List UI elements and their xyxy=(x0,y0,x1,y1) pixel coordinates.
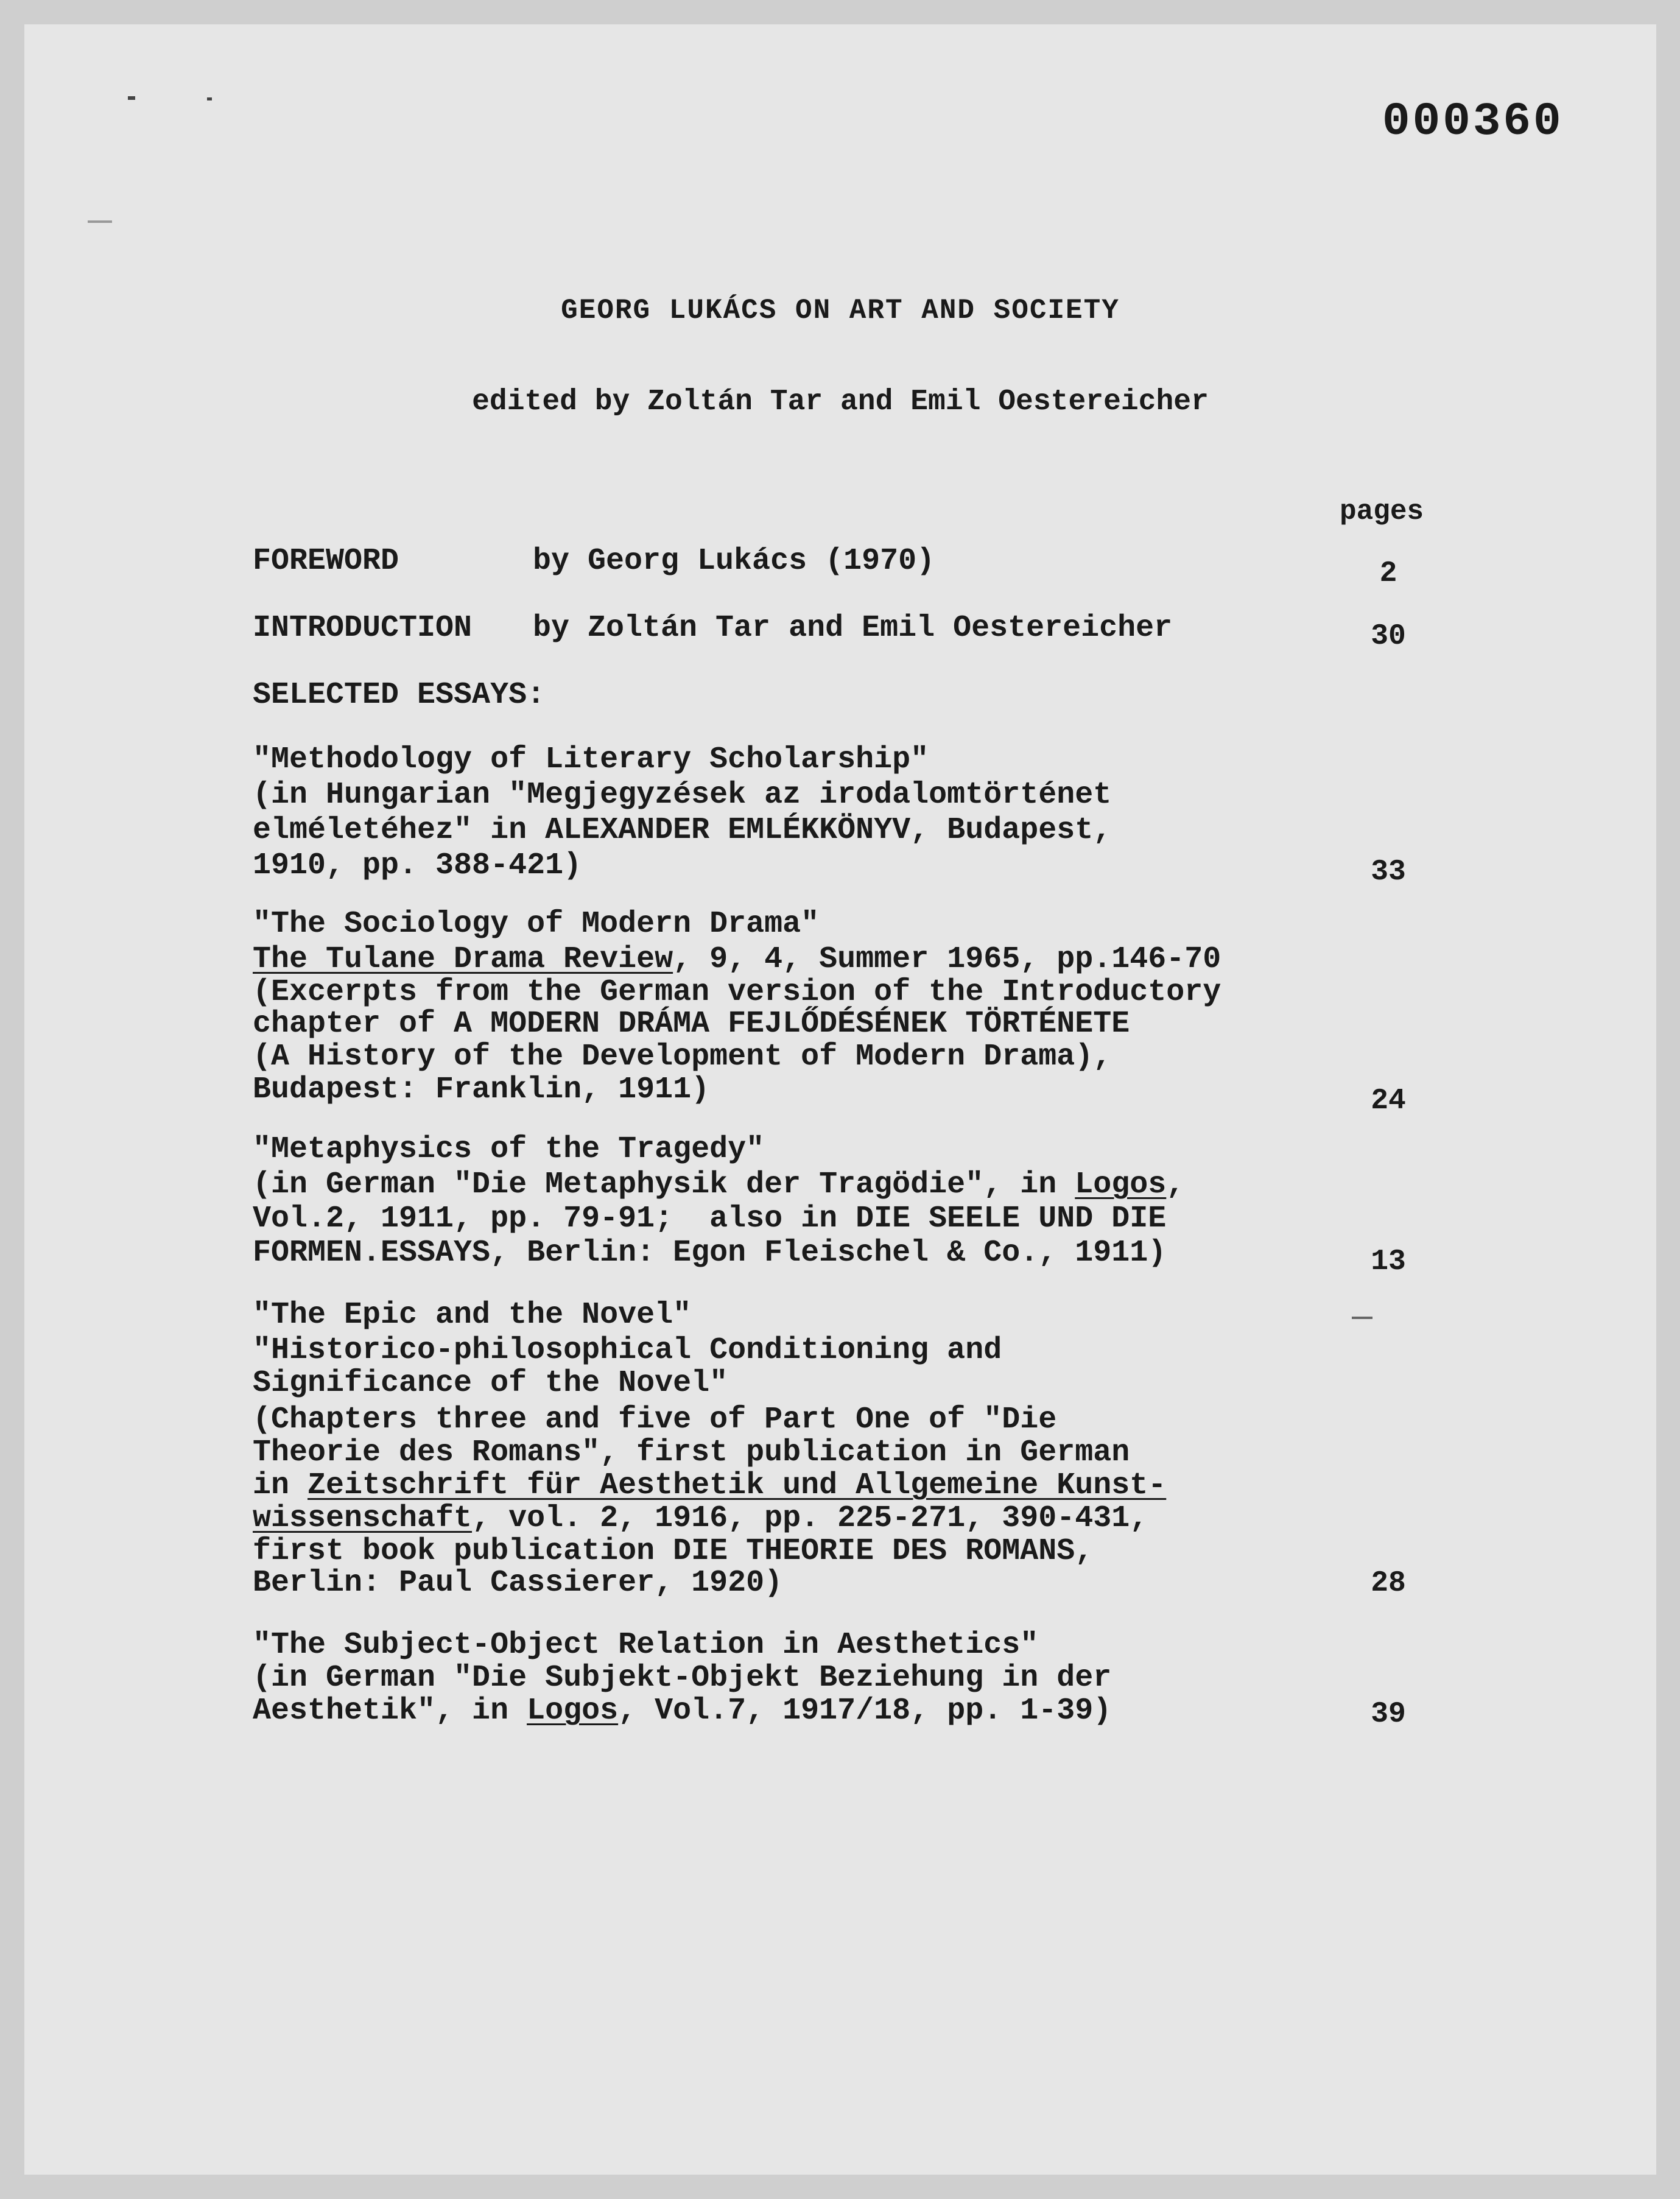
essay-2-line-6: Budapest: Franklin, 1911) xyxy=(253,1072,710,1107)
document-number: 000360 xyxy=(1382,96,1564,148)
essay-2-pages: 24 xyxy=(1371,1085,1406,1117)
essay-2-line-2 xyxy=(253,941,1221,978)
citation-text: , vol. 2, 1916, pp. 225-271, 390-431, xyxy=(472,1501,1148,1536)
citation-text: , Vol.7, 1917/18, pp. 1-39) xyxy=(618,1694,1112,1728)
journal-title: wissenschaft xyxy=(253,1501,473,1536)
selected-essays-heading: SELECTED ESSAYS: xyxy=(253,678,546,712)
document-page xyxy=(24,24,1656,2175)
essay-4-pages: 28 xyxy=(1371,1567,1406,1600)
journal-title: The Tulane Drama Review xyxy=(253,942,673,977)
essay-1-line-4: 1910, pp. 388-421) xyxy=(253,848,582,883)
essay-4-line-1: "The Epic and the Novel" xyxy=(253,1298,692,1332)
introduction-label: INTRODUCTION xyxy=(253,611,473,646)
citation-text: in xyxy=(253,1468,308,1503)
essay-4-line-6 xyxy=(253,1468,1166,1504)
introduction-author: by Zoltán Tar and Emil Oestereicher xyxy=(533,611,1173,646)
essay-4-line-5: Theorie des Romans", first publication in German xyxy=(253,1435,1130,1470)
essay-5-pages: 39 xyxy=(1371,1698,1406,1731)
introduction-pages: 30 xyxy=(1371,620,1406,653)
citation-text: , 9, 4, Summer 1965, pp.146-70 xyxy=(673,942,1221,977)
foreword-label: FOREWORD xyxy=(253,544,399,579)
essay-4-line-3: Significance of the Novel" xyxy=(253,1366,728,1401)
foreword-author: by Georg Lukács (1970) xyxy=(533,544,935,579)
scan-mark xyxy=(207,97,212,100)
scan-mark xyxy=(88,220,112,223)
essay-3-line-4: FORMEN.ESSAYS, Berlin: Egon Fleischel & Co., 1911) xyxy=(253,1236,1167,1270)
essay-3-line-3: Vol.2, 1911, pp. 79-91; also in DIE SEELE UND DIE xyxy=(253,1202,1167,1236)
foreword-pages: 2 xyxy=(1379,557,1397,590)
essay-5-line-3 xyxy=(253,1693,1111,1729)
essay-3-pages: 13 xyxy=(1371,1245,1406,1278)
essay-2-line-3: (Excerpts from the German version of the Introductory xyxy=(253,975,1221,1010)
citation-text: (in German "Die Metaphysik der Tragödie", in xyxy=(253,1167,1075,1202)
scan-mark xyxy=(128,96,135,100)
essay-4-line-8: first book publication DIE THEORIE DES ROMANS, xyxy=(253,1534,1094,1569)
essay-5-line-1: "The Subject-Object Relation in Aesthetics" xyxy=(253,1628,1039,1662)
citation-text: Aesthetik", in xyxy=(253,1694,527,1728)
pages-column-header: pages xyxy=(1340,496,1424,527)
essay-5-line-2: (in German "Die Subjekt-Objekt Beziehung in der xyxy=(253,1661,1112,1695)
journal-title: Logos xyxy=(1075,1167,1167,1202)
essay-4-line-9: Berlin: Paul Cassierer, 1920) xyxy=(253,1566,783,1600)
essay-1-line-2: (in Hungarian "Megjegyzések az irodalomtörténet xyxy=(253,778,1112,812)
essay-1-line-3: elméletéhez" in ALEXANDER EMLÉKKÖNYV, Budapest, xyxy=(253,813,1112,848)
essay-4-line-2: "Historico-philosophical Conditioning and xyxy=(253,1333,1002,1368)
book-title: GEORG LUKÁCS ON ART AND SOCIETY xyxy=(561,295,1120,326)
essay-3-line-2 xyxy=(253,1167,1184,1203)
essay-3-line-1: "Metaphysics of the Tragedy" xyxy=(253,1132,765,1167)
citation-text: , xyxy=(1166,1167,1185,1202)
essay-2-line-4: chapter of A MODERN DRÁMA FEJLŐDÉSÉNEK TÖRTÉNETE xyxy=(253,1007,1130,1041)
essay-2-line-1: "The Sociology of Modern Drama" xyxy=(253,907,820,941)
stray-dash-mark xyxy=(1352,1317,1372,1319)
editors-line: edited by Zoltán Tar and Emil Oestereicher xyxy=(472,385,1209,418)
essay-1-pages: 33 xyxy=(1371,856,1406,888)
journal-title: Zeitschrift für Aesthetik und Allgemeine Kunst- xyxy=(308,1468,1167,1503)
essay-1-line-1: "Methodology of Literary Scholarship" xyxy=(253,742,929,777)
essay-4-line-4: (Chapters three and five of Part One of "Die xyxy=(253,1402,1057,1437)
essay-4-line-7 xyxy=(253,1501,1148,1537)
journal-title: Logos xyxy=(527,1694,619,1728)
essay-2-line-5: (A History of the Development of Modern Drama), xyxy=(253,1040,1112,1074)
